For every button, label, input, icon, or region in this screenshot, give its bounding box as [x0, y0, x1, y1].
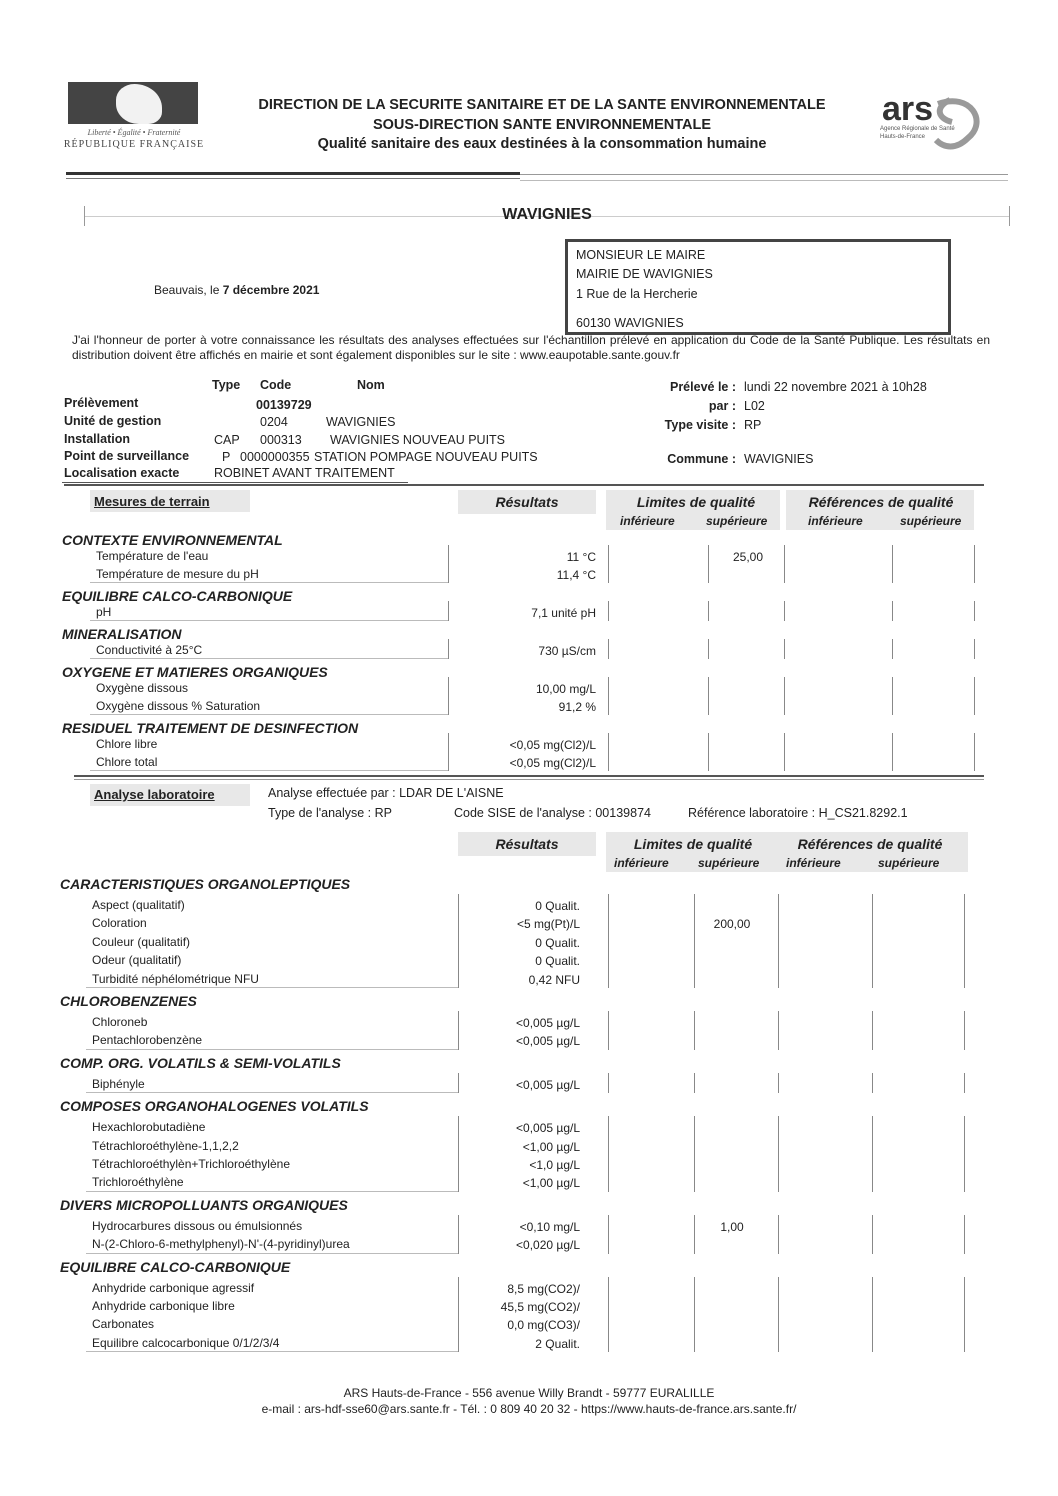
loc-label: Localisation exacte — [64, 466, 180, 480]
column-divider — [458, 894, 459, 988]
column-divider — [608, 1277, 609, 1353]
column-divider — [892, 733, 893, 771]
column-divider — [778, 1277, 779, 1353]
result-value: 0 Qualit. — [535, 954, 580, 969]
row-divider — [90, 714, 448, 715]
parameter-name: Odeur (qualitatif) — [92, 953, 182, 968]
parameter-name: pH — [96, 605, 112, 619]
result-value: <5 mg(Pt)/L — [516, 917, 580, 932]
column-divider — [872, 1011, 873, 1050]
row-divider — [90, 582, 448, 583]
column-divider — [778, 1011, 779, 1050]
column-divider — [974, 733, 975, 771]
column-divider — [708, 639, 709, 659]
labo-header-ref-inf: inférieure — [786, 856, 841, 870]
commune-label: Commune : — [667, 452, 736, 466]
parameter-name: Anhydride carbonique agressif — [92, 1280, 255, 1295]
result-value: <0,020 µg/L — [516, 1238, 580, 1253]
result-value: <0,10 mg/L — [519, 1219, 580, 1234]
commune-value: WAVIGNIES — [744, 452, 814, 466]
prelevement-code: 00139729 — [256, 398, 312, 412]
parameter-name: Température de mesure du pH — [96, 567, 259, 581]
parameter-name: N-(2-Chloro-6-methylphenyl)-N'-(4-pyridinyl)urea — [92, 1237, 350, 1252]
parameter-name: Oxygène dissous % Saturation — [96, 699, 261, 713]
labo-header-lim-sup: supérieure — [698, 856, 760, 870]
parameter-name: Oxygène dissous — [96, 681, 189, 695]
row-divider — [86, 1191, 458, 1192]
column-divider — [458, 1215, 459, 1254]
column-divider — [694, 1073, 695, 1093]
column-divider — [694, 1011, 695, 1050]
col-code: Code — [260, 378, 292, 392]
result-value: 0 Qualit. — [535, 899, 580, 913]
terrain-header-limites: Limites de qualité — [636, 494, 756, 510]
result-value: 11,4 °C — [556, 568, 596, 582]
terrain-header-lim-inf: inférieure — [620, 514, 675, 528]
column-divider — [892, 677, 893, 715]
terrain-rule — [64, 484, 984, 486]
labo-type-analyse: Type de l'analyse : RP — [268, 806, 392, 820]
column-divider — [448, 545, 449, 583]
limit-superieure: 200,00 — [713, 917, 751, 932]
column-divider — [964, 1277, 965, 1353]
section-title: CHLOROBENZENES — [60, 993, 197, 1009]
result-value: <0,005 µg/L — [516, 1121, 580, 1136]
section-title: CARACTERISTIQUES ORGANOLEPTIQUES — [60, 876, 351, 892]
parameter-name: Trichloroéthylène — [92, 1175, 184, 1190]
labo-header-resultats: Résultats — [495, 836, 559, 852]
parameter-name: Hexachlorobutadiène — [92, 1120, 206, 1135]
column-divider — [608, 601, 609, 621]
sample-underline — [62, 482, 408, 483]
column-divider — [872, 1215, 873, 1254]
parameter-name: Conductivité à 25°C — [96, 643, 203, 657]
unite-label: Unité de gestion — [64, 414, 162, 428]
section-title: COMPOSES ORGANOHALOGENES VOLATILS — [60, 1098, 369, 1115]
column-divider — [448, 733, 449, 771]
footer-address: ARS Hauts-de-France - 556 avenue Willy Brandt - 59777 EURALILLE — [343, 1386, 715, 1400]
terrain-header-lim-sup: supérieure — [706, 514, 768, 528]
ars-logo — [876, 92, 986, 156]
parameter-name: Biphényle — [92, 1076, 145, 1091]
column-divider — [892, 639, 893, 659]
parameter-name: Anhydride carbonique libre — [92, 1299, 235, 1313]
loc-nom: ROBINET AVANT TRAITEMENT — [214, 466, 395, 480]
unite-nom: WAVIGNIES — [326, 415, 396, 429]
column-divider — [964, 894, 965, 988]
limit-superieure: 25,00 — [732, 550, 764, 564]
column-divider — [608, 545, 609, 583]
col-nom: Nom — [357, 378, 385, 392]
labo-rule-thin — [74, 779, 984, 780]
result-value: 0 Qualit. — [535, 935, 580, 950]
labo-header-limites: Limites de qualité — [633, 836, 753, 852]
parameter-name: Aspect (qualitatif) — [92, 898, 185, 912]
result-value: 0,42 NFU — [528, 972, 580, 987]
ars-logo-text: ars — [882, 90, 934, 128]
column-divider — [608, 677, 609, 715]
column-divider — [784, 601, 785, 621]
parameter-name: Carbonates — [92, 1317, 155, 1332]
result-value: 45,5 mg(CO2)/ — [500, 1300, 580, 1314]
column-divider — [784, 677, 785, 715]
row-divider — [86, 1049, 458, 1050]
header-line-1: DIRECTION DE LA SECURITE SANITAIRE ET DE LA SANTE ENVIRONNEMENTALE — [258, 97, 826, 113]
result-value: <0,05 mg(Cl2)/L — [509, 738, 596, 752]
page-title: WAVIGNIES — [502, 206, 592, 223]
column-divider — [974, 601, 975, 621]
marianne-icon — [68, 82, 198, 124]
parameter-name: Pentachlorobenzène — [92, 1033, 203, 1048]
result-value: 10,00 mg/L — [535, 682, 596, 696]
header-line-2: SOUS-DIRECTION SANTE ENVIRONNEMENTALE — [372, 117, 712, 133]
labo-ref-labo: Référence laboratoire : H_CS21.8292.1 — [688, 806, 908, 820]
result-value: 0,0 mg(CO3)/ — [507, 1318, 580, 1333]
column-divider — [458, 1073, 459, 1093]
parameter-name: Couleur (qualitatif) — [92, 934, 191, 949]
result-value: <0,005 µg/L — [516, 1034, 580, 1049]
row-divider — [86, 1351, 458, 1352]
column-divider — [448, 601, 449, 621]
preleve-label: Prélevé le : — [669, 380, 736, 394]
recipient-line-1: MONSIEUR LE MAIRE — [576, 248, 706, 262]
row-divider — [86, 987, 458, 988]
point-code: 0000000355 — [240, 450, 310, 464]
row-divider — [90, 770, 448, 771]
section-title: EQUILIBRE CALCO-CARBONIQUE — [62, 588, 293, 604]
result-value: <1,00 µg/L — [522, 1139, 580, 1154]
result-value: 7,1 unité pH — [531, 606, 596, 620]
column-divider — [608, 733, 609, 771]
unite-code: 0204 — [260, 415, 288, 429]
row-divider — [86, 1092, 458, 1093]
recipient-address-box — [565, 239, 951, 335]
column-divider — [974, 639, 975, 659]
result-value: 91,2 % — [558, 700, 596, 714]
section-title: CONTEXTE ENVIRONNEMENTAL — [62, 532, 283, 548]
section-title: EQUILIBRE CALCO-CARBONIQUE — [60, 1258, 291, 1275]
section-title: DIVERS MICROPOLLUANTS ORGANIQUES — [60, 1196, 348, 1213]
section-title: RESIDUEL TRAITEMENT DE DESINFECTION — [62, 720, 359, 736]
column-divider — [784, 733, 785, 771]
section-title: MINERALISATION — [62, 626, 182, 642]
column-divider — [694, 894, 695, 988]
letter-date — [154, 283, 319, 297]
column-divider — [974, 545, 975, 583]
column-divider — [694, 1116, 695, 1192]
parameter-name: Tétrachloroéthylène-1,1,2,2 — [92, 1138, 239, 1153]
labo-header-ref-sup: supérieure — [878, 856, 940, 870]
recipient-line-3: 1 Rue de la Hercherie — [576, 287, 698, 301]
intro-paragraph: J'ai l'honneur de porter à votre connaissance les résultats des analyses effectuées sur l'échantillon prélevé en application du Code de la Santé Publique. Les résultats en distribution doivent être affichés en mairie et sont également disponibles sur le site : www.eaupotable.sante.gouv.fr — [72, 333, 990, 362]
column-divider — [964, 1215, 965, 1254]
column-divider — [964, 1011, 965, 1050]
result-value: <1,00 µg/L — [522, 1176, 580, 1191]
footer-contact: e-mail : ars-hdf-sse60@ars.sante.fr - Tél. : 0 809 40 20 32 - https://www.hauts-de-france.ars.sante.fr/ — [261, 1402, 797, 1416]
date-value: 7 décembre 2021 — [222, 283, 320, 297]
labo-code-sise: Code SISE de l'analyse : 00139874 — [454, 806, 651, 820]
parameter-name: Chloroneb — [92, 1015, 148, 1029]
labo-header-lim-inf: inférieure — [614, 856, 669, 870]
column-divider — [708, 545, 709, 583]
prelevement-label: Prélèvement — [64, 396, 139, 410]
column-divider — [872, 1116, 873, 1192]
column-divider — [778, 894, 779, 988]
point-label: Point de surveillance — [64, 449, 190, 463]
ars-logo-subtitle: Agence Régionale de Santé — [880, 126, 955, 132]
header-rule-left — [66, 172, 520, 175]
parameter-name: Tétrachloroéthylèn+Trichloroéthylène — [92, 1157, 290, 1171]
column-divider — [964, 1073, 965, 1093]
labo-header-references: Références de qualité — [797, 836, 943, 852]
column-divider — [694, 1277, 695, 1353]
labo-tab-label: Analyse laboratoire — [94, 787, 215, 802]
republic-motto: Liberté • Égalité • Fraternité — [87, 128, 181, 137]
header-rule-right-2 — [520, 180, 1008, 181]
recipient-line-4: 60130 WAVIGNIES — [576, 316, 684, 330]
column-divider — [458, 1277, 459, 1353]
parameter-name: Température de l'eau — [96, 549, 209, 563]
column-divider — [784, 545, 785, 583]
title-bar — [84, 206, 1010, 226]
limit-superieure: 1,00 — [720, 1219, 744, 1234]
header-rule-right — [520, 174, 1008, 175]
section-title: OXYGENE ET MATIERES ORGANIQUES — [62, 664, 328, 680]
result-value: <1,0 µg/L — [529, 1158, 580, 1172]
column-divider — [872, 1073, 873, 1093]
column-divider — [608, 1011, 609, 1050]
result-value: 2 Qualit. — [535, 1336, 580, 1351]
header-rule-left-thin — [66, 178, 520, 179]
column-divider — [694, 1215, 695, 1254]
visite-label: Type visite : — [664, 418, 736, 432]
row-divider — [86, 1253, 458, 1254]
point-nom: STATION POMPAGE NOUVEAU PUITS — [314, 450, 538, 464]
column-divider — [608, 1215, 609, 1254]
installation-label: Installation — [64, 432, 130, 446]
result-value: 730 µS/cm — [538, 644, 596, 658]
column-divider — [608, 894, 609, 988]
column-divider — [708, 677, 709, 715]
column-divider — [964, 1116, 965, 1192]
column-divider — [448, 639, 449, 659]
result-value: <0,005 µg/L — [516, 1077, 580, 1092]
point-type: P — [222, 450, 231, 464]
section-title: COMP. ORG. VOLATILS & SEMI-VOLATILS — [60, 1054, 341, 1071]
column-divider — [778, 1073, 779, 1093]
column-divider — [608, 1073, 609, 1093]
parameter-name: Turbidité néphélométrique NFU — [92, 971, 259, 986]
terrain-tab-label: Mesures de terrain — [94, 494, 210, 509]
column-divider — [608, 1116, 609, 1192]
column-divider — [708, 601, 709, 621]
par-label: par : — [708, 399, 736, 413]
preleve-value: lundi 22 novembre 2021 à 10h28 — [744, 380, 927, 394]
installation-nom: WAVIGNIES NOUVEAU PUITS — [330, 433, 506, 447]
visite-value: RP — [744, 418, 762, 432]
column-divider — [608, 639, 609, 659]
terrain-header-resultats: Résultats — [495, 494, 559, 510]
column-divider — [778, 1215, 779, 1254]
labo-rule — [74, 775, 984, 777]
installation-type: CAP — [214, 433, 240, 447]
column-divider — [778, 1116, 779, 1192]
row-divider — [90, 620, 448, 621]
recipient-line-2: MAIRIE DE WAVIGNIES — [576, 267, 713, 281]
parameter-name: Hydrocarbures dissous ou émulsionnés — [92, 1218, 303, 1233]
terrain-header-ref-inf: inférieure — [808, 514, 863, 528]
terrain-header-references: Références de qualité — [808, 494, 954, 510]
column-divider — [892, 545, 893, 583]
header-line-3: Qualité sanitaire des eaux destinées à la consommation humaine — [317, 136, 767, 152]
result-value: <0,005 µg/L — [516, 1016, 580, 1030]
column-divider — [974, 677, 975, 715]
result-value: 8,5 mg(CO2)/ — [507, 1281, 580, 1296]
par-value: L02 — [744, 399, 765, 413]
labo-effectuee: Analyse effectuée par : LDAR DE L'AISNE — [268, 786, 504, 800]
ars-logo-region: Hauts-de-France — [880, 134, 926, 140]
republique-francaise-logo — [62, 82, 206, 152]
column-divider — [448, 677, 449, 715]
parameter-name: Chlore libre — [96, 737, 158, 751]
terrain-header-ref-sup: supérieure — [900, 514, 962, 528]
column-divider — [784, 639, 785, 659]
column-divider — [872, 1277, 873, 1353]
result-value: <0,05 mg(Cl2)/L — [509, 756, 596, 770]
parameter-name: Equilibre calcocarbonique 0/1/2/3/4 — [92, 1335, 280, 1350]
col-type: Type — [212, 378, 241, 392]
column-divider — [458, 1011, 459, 1050]
column-divider — [872, 894, 873, 988]
parameter-name: Coloration — [92, 916, 147, 931]
result-value: 11 °C — [566, 550, 596, 564]
parameter-name: Chlore total — [96, 755, 158, 769]
column-divider — [458, 1116, 459, 1192]
installation-code: 000313 — [260, 433, 302, 447]
republic-name: RÉPUBLIQUE FRANÇAISE — [63, 139, 205, 150]
column-divider — [892, 601, 893, 621]
column-divider — [708, 733, 709, 771]
date-prefix: Beauvais, le — [154, 283, 223, 297]
row-divider — [90, 658, 448, 659]
